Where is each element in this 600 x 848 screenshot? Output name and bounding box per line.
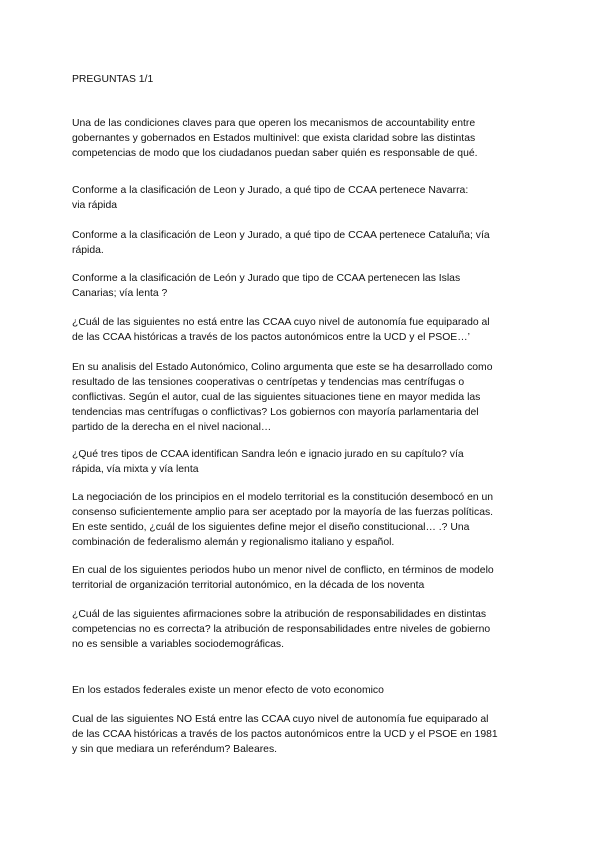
paragraph-3 (72, 228, 542, 258)
paragraph-line: no es sensible a variables sociodemográficas. (72, 639, 284, 650)
paragraph-line: y sin que mediara un referéndum? Baleares. (72, 744, 278, 755)
paragraph-line: En su analisis del Estado Autonómico, Colino argumenta que este se ha desarrollado como (72, 362, 493, 373)
paragraph-line: de las CCAA históricas a través de los pactos autonómicos entre la UCD y el PSOE…’ (72, 332, 470, 343)
paragraph-line: Conforme a la clasificación de León y Jurado que tipo de CCAA pertenecen las Islas (72, 273, 461, 284)
paragraph-5 (72, 315, 542, 345)
paragraph-line: territorial de organización territorial autonómico, en la década de los noventa (72, 580, 425, 591)
paragraph-line: La negociación de los principios en el modelo territorial es la constitución desembocó en un (72, 492, 494, 503)
paragraph-11 (72, 683, 542, 698)
paragraph-line: ¿Cuál de las siguientes afirmaciones sobre la atribución de responsabilidades en distintas (72, 609, 487, 620)
paragraph-9 (72, 563, 542, 593)
paragraph-1 (72, 116, 542, 161)
paragraph-line: Cual de las siguientes NO Está entre las CCAA cuyo nivel de autonomía fue equiparado al (72, 714, 489, 725)
paragraph-line: Conforme a la clasificación de Leon y Jurado, a qué tipo de CCAA pertenece Cataluña; vía (72, 230, 490, 241)
paragraph-line: ¿Cuál de las siguientes no está entre las CCAA cuyo nivel de autonomía fue equiparado al (72, 317, 490, 328)
paragraph-10 (72, 607, 542, 652)
paragraph-line: combinación de federalismo alemán y regionalismo italiano y español. (72, 537, 395, 548)
paragraph-line: rápida, vía mixta y vía lenta (72, 464, 199, 475)
paragraph-line: de las CCAA históricas a través de los pactos autonómicos entre la UCD y el PSOE en 1981 (72, 729, 498, 740)
paragraph-line: En los estados federales existe un menor efecto de voto economico (72, 685, 384, 696)
paragraph-4 (72, 271, 542, 301)
paragraph-line: competencias no es correcta? la atribución de responsabilidades entre niveles de gobierno (72, 624, 491, 635)
paragraph-line: resultado de las tensiones cooperativas o centrípetas y tendencias mas centrífugas o (72, 377, 465, 388)
paragraph-line: En este sentido, ¿cuál de los siguientes define mejor el diseño constitucional… .? Una (72, 522, 470, 533)
paragraph-line: rápida. (72, 245, 104, 256)
paragraph-line: conflictivas. Según el autor, cual de las siguientes situaciones tiene en mayor medida las (72, 392, 481, 403)
paragraph-line: En cual de los siguientes periodos hubo un menor nivel de conflicto, en términos de modelo (72, 565, 494, 576)
paragraph-line: competencias de modo que los ciudadanos puedan saber quién es responsable de qué. (72, 148, 478, 159)
paragraph-12 (72, 712, 542, 757)
title-line: PREGUNTAS 1/1 (72, 74, 154, 85)
paragraph-line: tendencias mas centrífugas o conflictivas? Los gobiernos con mayoría parlamentaria del (72, 407, 479, 418)
paragraph-line: gobernantes y gobernados en Estados multinivel: que exista claridad sobre las distintas (72, 133, 476, 144)
paragraph-line: Una de las condiciones claves para que operen los mecanismos de accountability entre (72, 118, 476, 129)
paragraph-6 (72, 360, 542, 435)
paragraph-line: ¿Qué tres tipos de CCAA identifican Sandra león e ignacio jurado en su capítulo? vía (72, 449, 464, 460)
paragraph-7 (72, 447, 542, 477)
paragraph-line: consenso suficientemente amplio para ser aceptado por la mayoría de las fuerzas políticas. (72, 507, 494, 518)
document-title (72, 72, 542, 87)
paragraph-line: Canarias; vía lenta ? (72, 288, 168, 299)
paragraph-8 (72, 490, 542, 550)
paragraph-line: partido de la derecha en el nivel nacional… (72, 422, 272, 433)
paragraph-line: Conforme a la clasificación de Leon y Jurado, a qué tipo de CCAA pertenece Navarra: (72, 185, 469, 196)
paragraph-2 (72, 183, 542, 213)
paragraph-line: via rápida (72, 200, 118, 211)
